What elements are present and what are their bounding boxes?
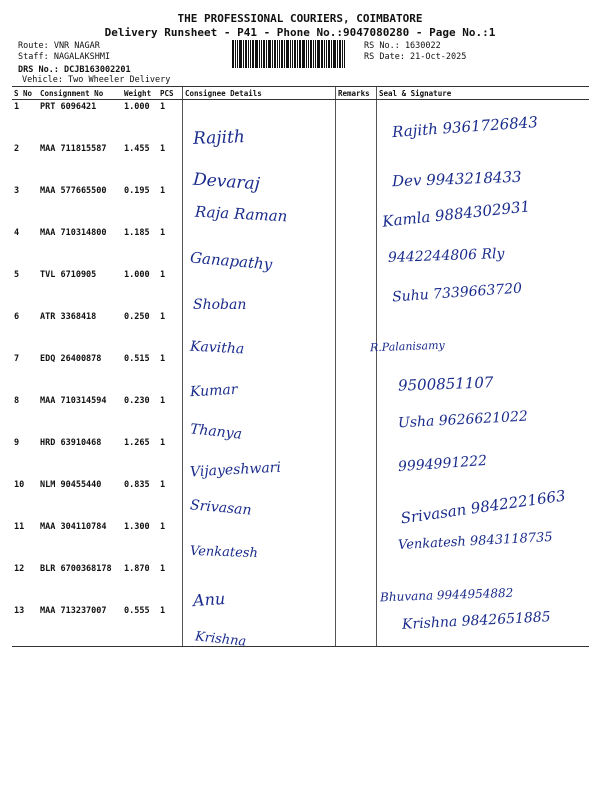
seal-signature: Rajith 9361726843	[391, 112, 539, 142]
seal-signature: Kamla 9884302931	[381, 197, 531, 231]
cell-consignment: HRD 63910468	[40, 437, 102, 448]
cell-remarks	[336, 436, 377, 478]
cell-sno: 5	[14, 269, 20, 280]
cell-remarks	[336, 478, 377, 520]
cell-sno: 9	[14, 437, 20, 448]
cell-pcs: 1	[160, 521, 166, 532]
cell-weight: 1.300	[124, 521, 150, 532]
seal-signature: Suhu 7339663720	[391, 280, 523, 306]
cell-consignment: NLM 90455440	[40, 479, 102, 490]
vehicle-label: Vehicle: Two Wheeler Delivery	[22, 75, 171, 85]
table-row	[12, 310, 589, 352]
cell-pcs: 1	[160, 395, 166, 406]
consignee-handwriting: Anu	[192, 588, 226, 611]
seal-signature: Krishna 9842651885	[401, 609, 552, 633]
seal-signature: 9442244806 Rly	[387, 245, 505, 267]
consignee-handwriting: Shoban	[193, 297, 247, 313]
seal-signature: R.Palanisamy	[369, 338, 445, 355]
table-bottom-rule	[12, 646, 589, 647]
route-label: Route: VNR NAGAR	[18, 41, 100, 51]
cell-weight: 0.515	[124, 353, 150, 364]
cell-sno: 3	[14, 185, 20, 196]
staff-label: Staff: NAGALAKSHMI	[18, 52, 111, 62]
consignee-handwriting: Devaraj	[192, 169, 261, 195]
col-weight: Weight	[122, 87, 158, 100]
cell-weight: 1.000	[124, 269, 150, 280]
seal-signature: 9994991222	[397, 452, 488, 476]
rs-number: RS No.: 1630022	[364, 41, 441, 51]
cell-weight: 0.250	[124, 311, 150, 322]
cell-consignment: TVL 6710905	[40, 269, 97, 280]
cell-consignment: MAA 577665500	[40, 185, 107, 196]
cell-remarks	[336, 268, 377, 310]
cell-weight: 1.455	[124, 143, 150, 154]
table-row	[12, 352, 589, 394]
cell-consignment: EDQ 26400878	[40, 353, 102, 364]
table-row	[12, 436, 589, 478]
cell-sno: 4	[14, 227, 20, 238]
cell-pcs: 1	[160, 143, 166, 154]
col-remarks: Remarks	[336, 87, 377, 100]
cell-consignment: BLR 6700368178	[40, 563, 112, 574]
cell-weight: 0.195	[124, 185, 150, 196]
seal-signature: Bhuvana 9944954882	[379, 585, 514, 605]
seal-signature: Venkatesh 9843118735	[397, 529, 553, 554]
seal-signature: Dev 9943218433	[391, 167, 522, 191]
cell-pcs: 1	[160, 479, 166, 490]
col-seal: Seal & Signature	[377, 87, 590, 100]
consignee-handwriting: Kumar	[189, 381, 238, 401]
cell-sno: 13	[14, 605, 25, 616]
cell-remarks	[336, 100, 377, 142]
col-consignment: Consignment No	[38, 87, 122, 100]
cell-sno: 12	[14, 563, 25, 574]
cell-remarks	[336, 226, 377, 268]
company-title: THE PROFESSIONAL COURIERS, COIMBATORE	[177, 12, 423, 25]
cell-pcs: 1	[160, 605, 166, 616]
consignee-handwriting: Rajith	[192, 127, 246, 149]
cell-pcs: 1	[160, 437, 166, 448]
cell-weight: 1.870	[124, 563, 150, 574]
cell-remarks	[336, 604, 377, 646]
col-consignee: Consignee Details	[183, 87, 336, 100]
cell-remarks	[336, 142, 377, 184]
cell-consignment: ATR 3368418	[40, 311, 97, 322]
consignee-handwriting: Venkatesh	[189, 543, 259, 562]
consignee-handwriting: Thanya	[189, 421, 243, 443]
drs-number: DRS No.: DCJB163002201	[18, 65, 131, 75]
seal-signature: Usha 9626621022	[397, 408, 529, 432]
cell-consignment: MAA 710314800	[40, 227, 107, 238]
rs-date: RS Date: 21-Oct-2025	[364, 52, 467, 62]
cell-pcs: 1	[160, 185, 166, 196]
cell-pcs: 1	[160, 353, 166, 364]
cell-sno: 10	[14, 479, 25, 490]
seal-signature: 9500851107	[397, 373, 494, 395]
cell-sno: 1	[14, 102, 20, 112]
cell-remarks	[336, 394, 377, 436]
barcode	[232, 40, 360, 68]
cell-remarks	[336, 520, 377, 562]
cell-weight: 1.265	[124, 437, 150, 448]
consignee-handwriting: Krishna	[194, 629, 247, 650]
cell-consignment: MAA 304110784	[40, 521, 107, 532]
cell-sno: 11	[14, 521, 25, 532]
cell-remarks	[336, 562, 377, 604]
cell-pcs: 1	[160, 311, 166, 322]
cell-consignment: MAA 711815587	[40, 143, 107, 154]
consignee-handwriting: Srivasan	[189, 497, 253, 519]
cell-sno: 6	[14, 311, 20, 322]
cell-consignment: MAA 710314594	[40, 395, 107, 406]
cell-pcs: 1	[160, 227, 166, 238]
consignee-handwriting: Ganapathy	[189, 248, 273, 274]
col-sno: S No	[12, 87, 38, 100]
col-pcs: PCS	[158, 87, 183, 100]
consignee-handwriting: Raja Raman	[194, 202, 288, 226]
cell-weight: 1.185	[124, 227, 150, 238]
cell-consignment: MAA 713237007	[40, 605, 107, 616]
cell-pcs: 1	[160, 102, 166, 112]
cell-sno: 2	[14, 143, 20, 154]
cell-remarks	[336, 352, 377, 394]
cell-weight: 0.555	[124, 605, 150, 616]
consignee-handwriting: Vijayeshwari	[189, 459, 282, 481]
cell-sno: 7	[14, 353, 20, 364]
cell-sno: 8	[14, 395, 20, 406]
cell-weight: 0.230	[124, 395, 150, 406]
consignee-handwriting: Kavitha	[189, 338, 245, 358]
cell-pcs: 1	[160, 269, 166, 280]
cell-weight: 0.835	[124, 479, 150, 490]
table-header	[12, 87, 589, 100]
cell-weight: 1.000	[124, 102, 150, 112]
cell-remarks	[336, 184, 377, 226]
cell-pcs: 1	[160, 563, 166, 574]
seal-signature: Srivasan 9842221663	[399, 486, 567, 528]
cell-consignment: PRT 6096421	[40, 102, 97, 112]
runsheet-subtitle: Delivery Runsheet - P41 - Phone No.:9047080280 - Page No.:1	[104, 26, 496, 39]
